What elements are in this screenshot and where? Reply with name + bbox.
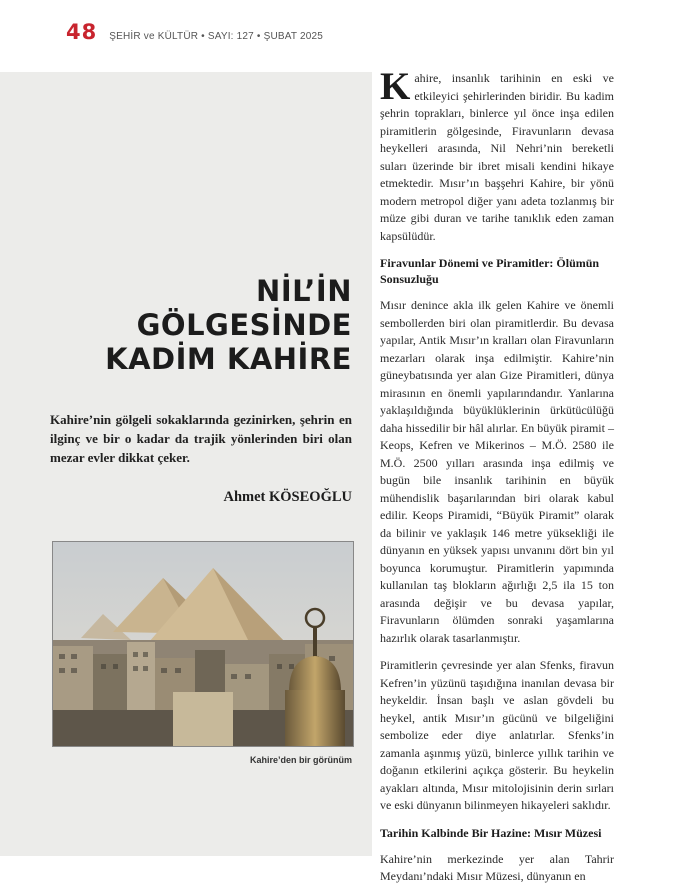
body-paragraph: Piramitlerin çevresinde yer alan Sfenks, firavun Kefren’in yüzünü taşıdığına inanılan devasa bir heykeldir. İnsan başlı ve aslan gövdeli bu heykel, antik Mısır’ın gücünü ve bilgeliğini sembolize eder diye anlatırlar. Sfenks’in zamanla aşınmış yüzü, binlerce yıllık tarihin ve doğanın etkilerini açıkça gösterir. Bu heykelin ayakları altında, Mısır mitolojisinin derin sırları ve eski dünyanın bilinmeyen hikayeleri saklıdır. (380, 658, 614, 812)
running-head: ŞEHİR ve KÜLTÜR • SAYI: 127 • ŞUBAT 2025 (109, 31, 324, 42)
body-paragraph: Mısır denince akla ilk gelen Kahire ve önemli sembollerden biri olan piramitlerdir. Bu devasa yapılar, Antik Mısır’ın kralları olan Firavunların mezarları olarak inşa edilmiştir. Kahire’nin güneybatısında yer alan Gize Piramitleri, dünya mirasının en önemli yapılarındandır. Yanlarına yaklaşıldığında büyüklüklerinin ürkütücülüğü daha hissedilir bir hâl alırlar. En büyük piramit – Keops, Kefren ve Mikerinos – M.Ö. 2580 ile M.Ö. 2500 yılları arasında inşa edilmiş ve bugün bile insanlık tarihinin en büyük mühendislik başarılarından biri olarak kabul edilir. Keops Piramidi, “Büyük Piramit” olarak da bilinir ve yaklaşık 146 metre yüksekliği ile dünyanın en yüksek yapısı unvanını dört bin yıl boyunca korumuştur. Piramitlerin yapımında kullanılan taş blokların ağırlığı 2,5 ila 15 ton arasında değişir ve bu devasa yapılar, Firavunların ölümden sonraki yaşamlarına hazırlık olarak tasarlanmıştır. (380, 298, 614, 645)
section-heading: Firavunlar Dönemi ve Piramitler: Ölümün Sonsuzluğu (380, 256, 600, 286)
title-panel (0, 72, 372, 856)
cairo-photo (52, 541, 354, 747)
photo-caption: Kahire’den bir görünüm (249, 755, 352, 765)
title-line: NİL’İN (256, 274, 352, 308)
section-heading: Tarihin Kalbinde Bir Hazine: Mısır Müzesi (380, 825, 602, 840)
page-header (66, 20, 323, 46)
drop-cap: K (380, 65, 411, 108)
article-body (380, 65, 614, 896)
intro-paragraph (380, 65, 614, 245)
body-paragraph: Kahire’nin merkezinde yer alan Tahrir Meydanı’ndaki Mısır Müzesi, dünyanın en (380, 851, 614, 883)
author-name: Ahmet KÖSEOĞLU (223, 489, 352, 505)
title-line: GÖLGESİNDE (136, 308, 352, 342)
article-title (22, 274, 352, 376)
page-number: 48 (66, 20, 98, 44)
title-line: KADİM KAHİRE (105, 342, 352, 376)
intro-text: ahire, insanlık tarihinin en eski ve etkileyici şehirlerinden biridir. Bu kadim şehrin toprakları, binlerce yıl önce inşa edilen piramitlerin gölgesinde, Firavunların devasa heykelleri arasında, Nil Nehri’nin bereketli suları üzerinde bir ibret misali kendini hikaye etmektedir. Mısır’ın başşehri Kahire, bir yönü modern metropol diğer yanı adeta tozlanmış bir müze gibi duran ve tarihe tanıklık eden zaman kapsülüdür. (380, 71, 614, 243)
article-lede: Kahire’nin gölgeli sokaklarında gezinirken, şehrin en ilginç ve bir o kadar da trajik yönlerinden biri olan mezar evler dikkat çeker. (50, 412, 352, 465)
